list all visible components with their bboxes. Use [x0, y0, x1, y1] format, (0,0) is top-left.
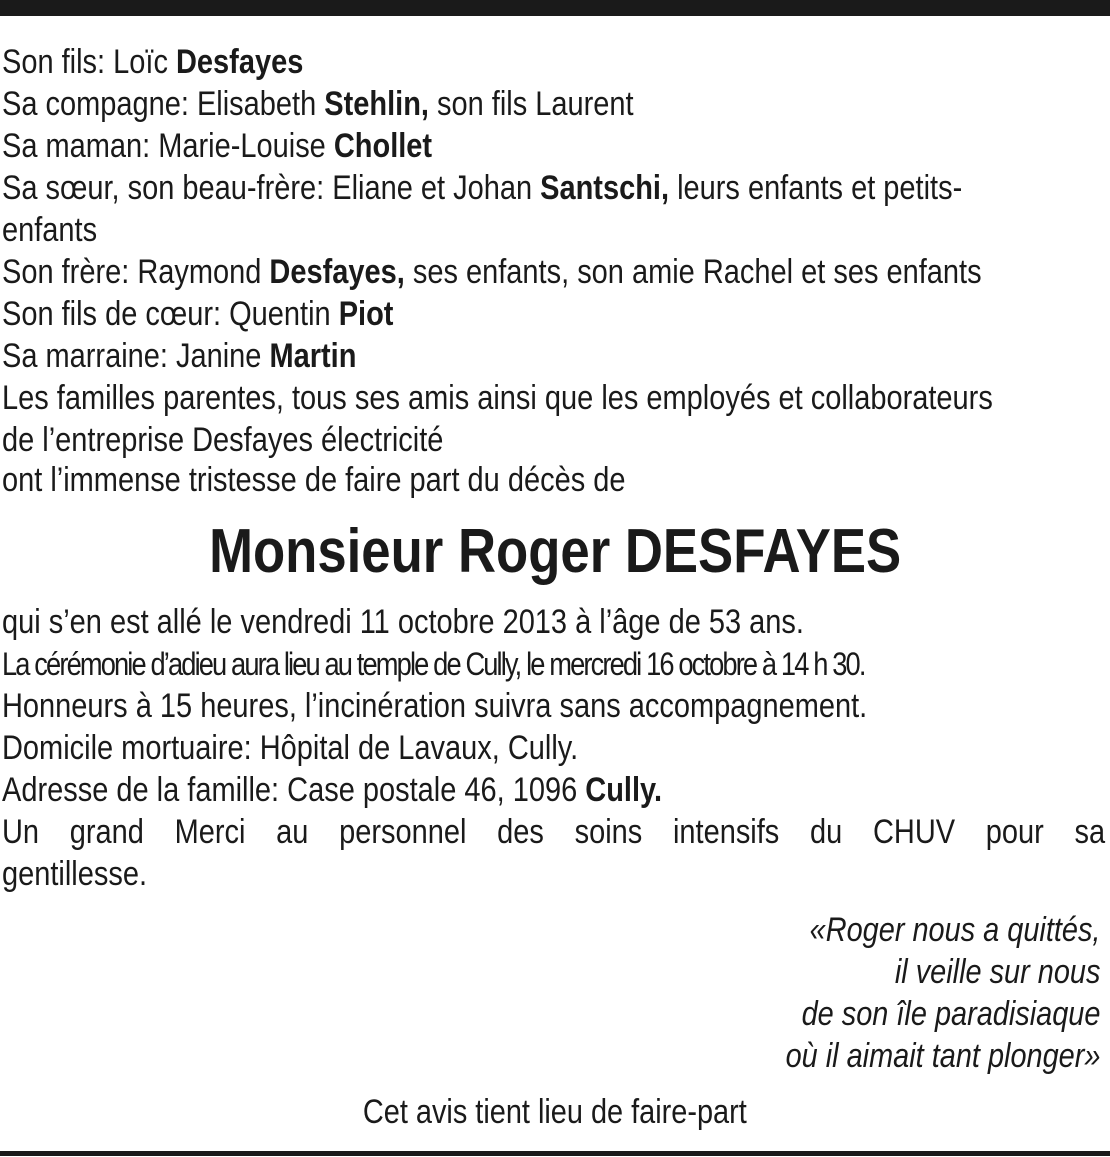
- death-line: qui s’en est allé le vendredi 11 octobre 2013 à l’âge de 53 ans.: [2, 603, 804, 641]
- thanks-line: gentillesse.: [2, 855, 148, 893]
- family-list: [2, 41, 1105, 501]
- text: ont l’immense tristesse de faire part du décès de: [2, 461, 626, 499]
- surname: Desfayes,: [269, 253, 405, 291]
- text: enfants: [2, 211, 98, 249]
- quote: [730, 909, 1100, 1077]
- bottom-border: [0, 1151, 1110, 1156]
- text: Sa maman: Marie-Louise: [2, 127, 334, 165]
- family-line: [2, 209, 1105, 251]
- text: de l’entreprise Desfayes électricité: [2, 421, 444, 459]
- text: son fils Laurent: [428, 85, 634, 123]
- footer-note: [0, 1091, 1110, 1133]
- surname: Chollet: [333, 127, 433, 165]
- surname: Santschi,: [540, 169, 670, 207]
- surname: Piot: [338, 295, 394, 333]
- details: [2, 601, 1105, 895]
- family-line: [2, 377, 1105, 419]
- deceased-name: [0, 515, 1110, 589]
- ceremony-line: La cérémonie d’adieu aura lieu au temple de Cully, le mercredi 16 octobre à 14 h 30.: [2, 646, 865, 682]
- family-line: [2, 459, 1105, 501]
- quote-line: il veille sur nous: [894, 953, 1100, 991]
- quote-line: où il aimait tant plonger»: [785, 1037, 1100, 1075]
- surname: Desfayes: [176, 43, 304, 81]
- surname: Martin: [269, 337, 357, 375]
- family-line: [2, 335, 1105, 377]
- text: Sa marraine: Janine: [2, 337, 270, 375]
- family-line: [2, 83, 1105, 125]
- footer-text: Cet avis tient lieu de faire-part: [363, 1093, 747, 1131]
- address-line: [2, 769, 1105, 811]
- family-line: [2, 41, 1105, 83]
- text: Son frère: Raymond: [2, 253, 270, 291]
- text: leurs enfants et petits-: [669, 169, 963, 207]
- text: Les familles parentes, tous ses amis ainsi que les employés et collaborateurs: [2, 379, 993, 417]
- quote-line: de son île paradisiaque: [801, 995, 1100, 1033]
- quote-line: «Roger nous a quittés,: [809, 911, 1100, 949]
- text: Son fils de cœur: Quentin: [2, 295, 339, 333]
- top-border: [0, 0, 1110, 16]
- text: Son fils: Loïc: [2, 43, 177, 81]
- city: Cully.: [585, 771, 663, 809]
- honors-line: Honneurs à 15 heures, l’incinération suivra sans accompagnement.: [2, 687, 868, 725]
- deceased-name-text: Monsieur Roger DESFAYES: [208, 517, 902, 586]
- text: Adresse de la famille: Case postale 46, 1096: [2, 771, 586, 809]
- thanks-line: Un grand Merci au personnel des soins intensifs du CHUV pour sa: [2, 813, 1106, 851]
- text: Sa sœur, son beau-frère: Eliane et Johan: [2, 169, 541, 207]
- family-line: [2, 419, 1105, 459]
- family-line: [2, 167, 1105, 209]
- family-line: [2, 251, 1105, 293]
- domicile-line: Domicile mortuaire: Hôpital de Lavaux, Cully.: [2, 729, 579, 767]
- text: ses enfants, son amie Rachel et ses enfants: [404, 253, 982, 291]
- family-line: [2, 125, 1105, 167]
- family-line: [2, 293, 1105, 335]
- surname: Stehlin,: [324, 85, 429, 123]
- text: Sa compagne: Elisabeth: [2, 85, 325, 123]
